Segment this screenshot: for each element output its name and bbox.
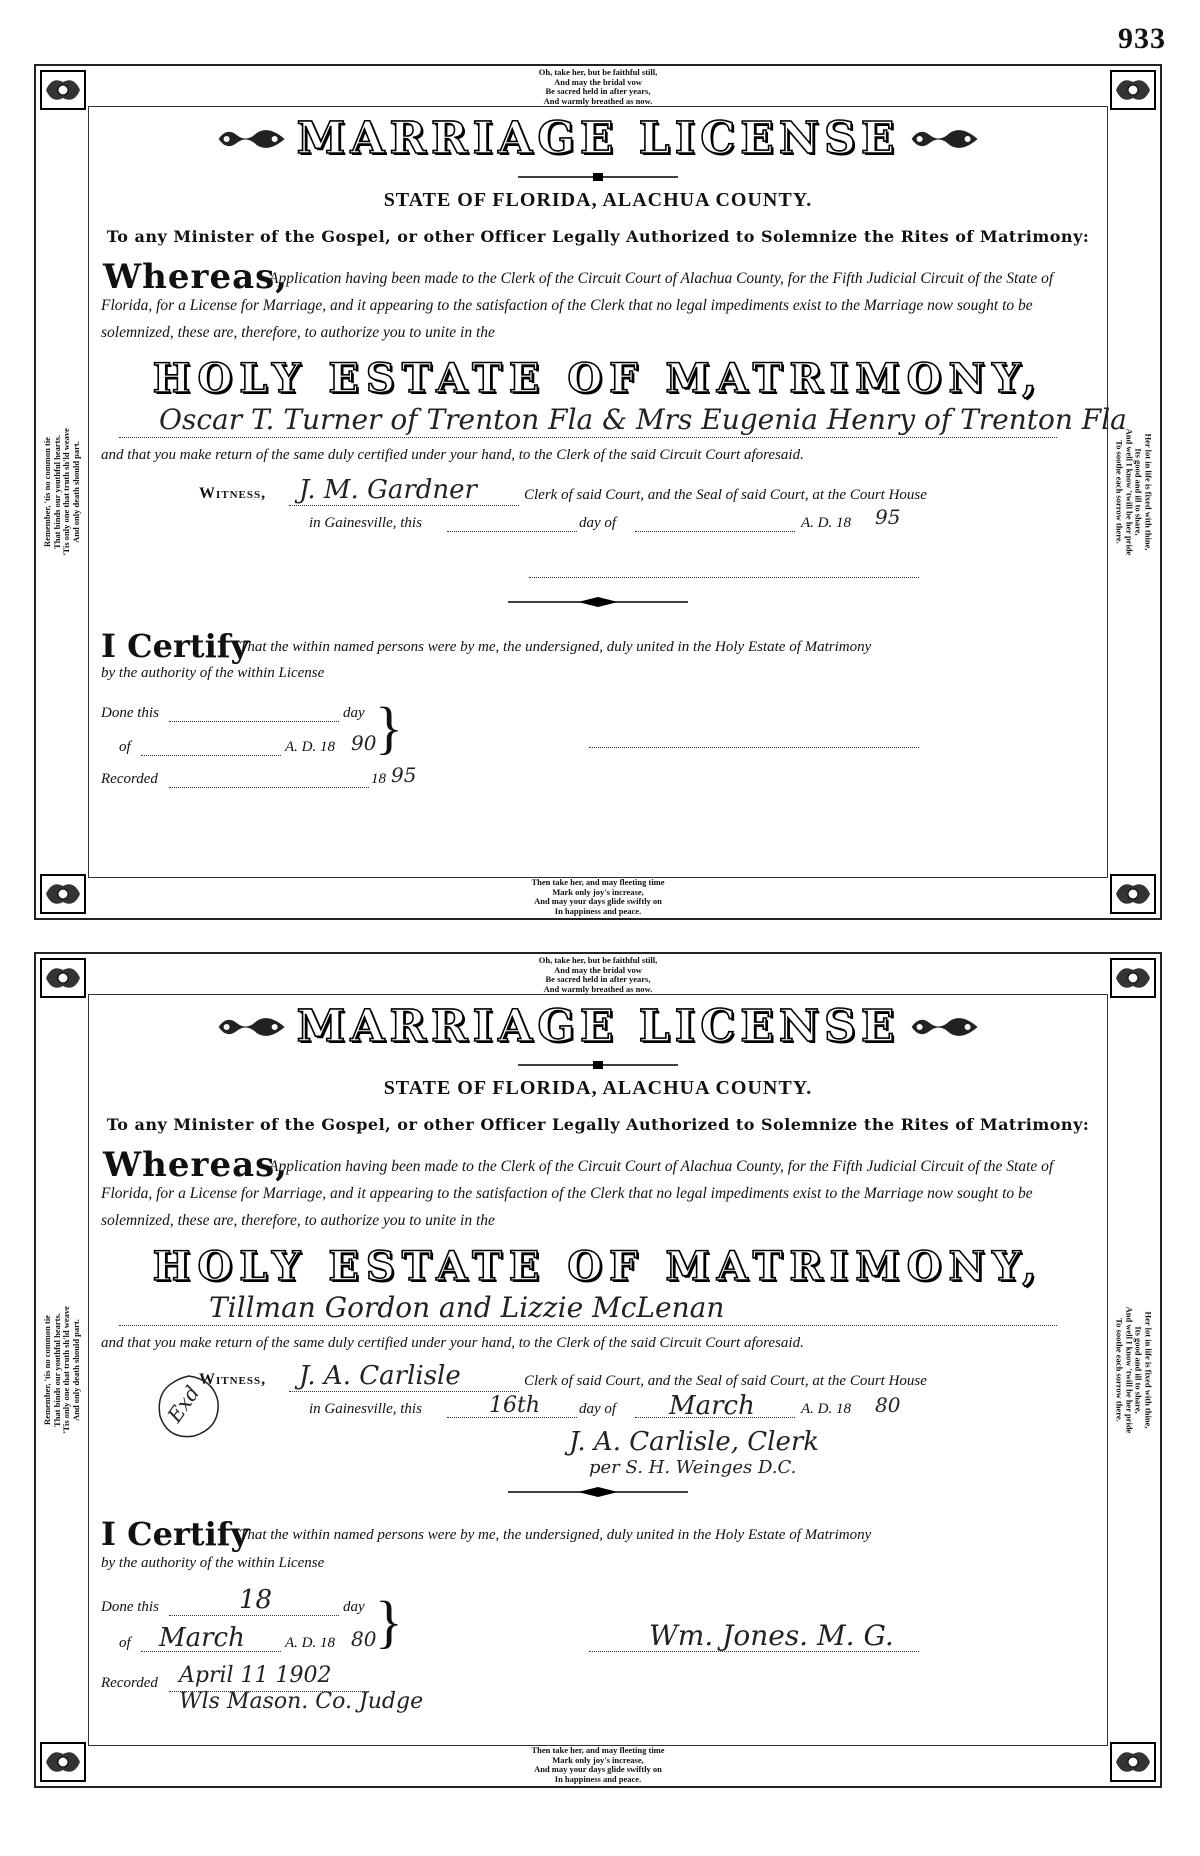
- recorded-value: April 11 1902: [179, 1663, 332, 1688]
- license-banner: [217, 1001, 980, 1052]
- couple-names: Oscar T. Turner of Trenton Fla & Mrs Eugenia Henry of Trenton Fla: [159, 403, 1127, 436]
- day-label: day: [343, 1599, 365, 1615]
- done-this-label: Done this: [101, 705, 159, 721]
- license-body: [88, 106, 1127, 878]
- holy-estate-heading: HOLY ESTATE OF MATRIMONY,: [152, 355, 1044, 402]
- done-ad-label: A. D. 18: [285, 1635, 335, 1651]
- state-heading: STATE OF FLORIDA, ALACHUA COUNTY.: [383, 189, 813, 211]
- witness-signature: J. A. Carlisle: [299, 1361, 461, 1391]
- clerk-signature: J. A. Carlisle, Clerk: [569, 1427, 820, 1457]
- banner-title: MARRIAGE LICENSE: [296, 1001, 900, 1052]
- in-gainesville-text: in Gainesville, this: [309, 1401, 422, 1417]
- done-ad-label: A. D. 18: [285, 739, 335, 755]
- rule-divider: [518, 173, 678, 181]
- side-verse-left: Remember, 'tis no common tie That binds our youthful hearts. 'Tis only one that truth sh'ld weave And only death should part.: [42, 428, 81, 556]
- day-of-text: day of: [579, 515, 617, 531]
- recorded-label: Recorded: [101, 771, 158, 787]
- return-text: and that you make return of the same duly certified under your hand, to the Clerk of the said Circuit Court aforesaid.: [101, 1335, 804, 1351]
- ornamental-divider: [508, 597, 688, 607]
- clerk-signature-line: [529, 577, 919, 578]
- license-body: [88, 994, 1108, 1746]
- corner-ornament-icon: [40, 874, 86, 914]
- corner-ornament-icon: [1110, 874, 1156, 914]
- witness-line: [289, 1391, 519, 1392]
- day-of-text: day of: [579, 1401, 617, 1417]
- month-line: [635, 531, 795, 532]
- names-line: [119, 1325, 1057, 1326]
- authority-text: by the authority of the within License: [101, 1555, 325, 1571]
- done-year-value: 80: [351, 1627, 377, 1651]
- couple-names: Tillman Gordon and Lizzie McLenan: [209, 1291, 725, 1324]
- corner-ornament-icon: [1110, 70, 1156, 110]
- witness-label: Witness,: [199, 1371, 267, 1388]
- recorded-year: 95: [391, 763, 417, 787]
- names-line: [119, 437, 1057, 438]
- margin-note: Exd: [162, 1381, 205, 1427]
- ad-label: A. D. 18: [801, 1401, 851, 1417]
- scroll-ornament-icon: [909, 125, 979, 153]
- clerk-text: Clerk of said Court, and the Seal of said Court, at the Court House: [524, 1373, 927, 1389]
- scroll-ornament-icon: [217, 1013, 287, 1041]
- corner-ornament-icon: [1110, 958, 1156, 998]
- recorded-label: Recorded: [101, 1675, 158, 1691]
- in-gainesville-text: in Gainesville, this: [309, 515, 422, 531]
- side-verse-right: Her lot in life is fixed with thine, Its good and ill to share, And well I know 'twill be her pride To soothe each sorrow there.: [1115, 428, 1154, 556]
- state-heading: STATE OF FLORIDA, ALACHUA COUNTY.: [383, 1077, 813, 1099]
- ad-label: A. D. 18: [801, 515, 851, 531]
- witness-signature: J. M. Gardner: [299, 475, 477, 505]
- year-value: 95: [875, 505, 901, 529]
- recorded-year-label: 18: [371, 771, 386, 787]
- deputy-signature: per S. H. Weinges D.C.: [589, 1457, 797, 1478]
- address-line: To any Minister of the Gospel, or other Officer Legally Authorized to Solemnize the Rites of Matrimony:: [106, 1115, 1090, 1134]
- certify-heading: I Certify: [101, 627, 250, 665]
- recorded-by: Wls Mason. Co. Judge: [179, 1689, 424, 1714]
- banner-title: MARRIAGE LICENSE: [296, 113, 900, 164]
- poem-top: Oh, take her, but be faithful still, And may the bridal vow Be sacred held in after years, And warmly breathed as now.: [538, 67, 658, 106]
- poem-top: Oh, take her, but be faithful still, And may the bridal vow Be sacred held in after years, And warmly breathed as now.: [538, 955, 658, 994]
- done-year-value: 90: [351, 731, 377, 755]
- side-verse-right: Her lot in life is fixed with thine, Its good and ill to share, And well I know 'twill be her pride To soothe each sorrow there.: [1115, 1306, 1154, 1434]
- done-day-value: 18: [239, 1585, 273, 1615]
- of-label: of: [119, 1635, 131, 1651]
- license-paragraph: Application having been made to the Clerk of the Circuit Court of Alachua County, for the Fifth Judicial Circuit of the State of Florida, for a License for Marriage, and it appearing to the satisfaction of the Clerk that no legal impediments exist to the Marriage now sought to be solemnized, these are, therefore, to authorize you to unite in the: [101, 270, 1054, 341]
- address-line: To any Minister of the Gospel, or other Officer Legally Authorized to Solemnize the Rites of Matrimony:: [106, 227, 1090, 246]
- license-banner: [217, 113, 980, 164]
- month-value: March: [669, 1391, 755, 1421]
- witness-line: [289, 505, 519, 506]
- rule-divider: [518, 1061, 678, 1069]
- holy-estate-heading: HOLY ESTATE OF MATRIMONY,: [152, 1243, 1044, 1290]
- scroll-ornament-icon: [217, 125, 287, 153]
- corner-ornament-icon: [1110, 1742, 1156, 1782]
- authority-text: by the authority of the within License: [101, 665, 325, 681]
- day-value: 16th: [489, 1393, 541, 1418]
- return-text: and that you make return of the same duly certified under your hand, to the Clerk of the said Circuit Court aforesaid.: [101, 447, 804, 463]
- officiant-signature: Wm. Jones. M. G.: [649, 1619, 894, 1652]
- license-paragraph: Application having been made to the Clerk of the Circuit Court of Alachua County, for the Fifth Judicial Circuit of the State of Florida, for a License for Marriage, and it appearing to the satisfaction of the Clerk that no legal impediments exist to the Marriage now sought to be solemnized, these are, therefore, to authorize you to unite in the: [101, 1158, 1054, 1229]
- whereas-heading: Whereas,: [103, 257, 289, 297]
- whereas-heading: Whereas,: [103, 1145, 289, 1185]
- day-label: day: [343, 705, 365, 721]
- officiant-line: [589, 747, 919, 748]
- brace-icon: }: [375, 695, 403, 760]
- side-verse-left: Remember, 'tis no common tie That binds our youthful hearts. 'Tis only one that truth sh'ld weave And only death should part.: [42, 1306, 81, 1434]
- day-line: [447, 531, 577, 532]
- recorded-line: [169, 787, 369, 788]
- corner-ornament-icon: [40, 958, 86, 998]
- certify-text: That the within named persons were by me, the undersigned, duly united in the Holy Estate of Matrimony: [239, 639, 872, 655]
- certify-heading: I Certify: [101, 1515, 250, 1553]
- done-this-label: Done this: [101, 1599, 159, 1615]
- ornamental-divider: [508, 1487, 688, 1497]
- of-label: of: [119, 739, 131, 755]
- page-number: 933: [1118, 22, 1166, 55]
- year-value: 80: [875, 1393, 901, 1417]
- clerk-text: Clerk of said Court, and the Seal of said Court, at the Court House: [524, 487, 927, 503]
- done-day-line: [169, 721, 339, 722]
- scroll-ornament-icon: [909, 1013, 979, 1041]
- poem-bottom: Then take her, and may fleeting time Mark only joy's increase, And may your days glide swiftly on In happiness and peace.: [531, 1745, 665, 1784]
- done-day-line: [169, 1615, 339, 1616]
- done-month-value: March: [159, 1623, 245, 1653]
- marriage-license-2: [34, 952, 1162, 1788]
- certify-text: That the within named persons were by me, the undersigned, duly united in the Holy Estate of Matrimony: [239, 1527, 872, 1543]
- corner-ornament-icon: [40, 1742, 86, 1782]
- witness-label: Witness,: [199, 485, 267, 502]
- corner-ornament-icon: [40, 70, 86, 110]
- done-month-line: [141, 755, 281, 756]
- brace-icon: }: [375, 1589, 403, 1654]
- marriage-license-1: [34, 64, 1162, 920]
- poem-bottom: Then take her, and may fleeting time Mark only joy's increase, And may your days glide swiftly on In happiness and peace.: [531, 877, 665, 916]
